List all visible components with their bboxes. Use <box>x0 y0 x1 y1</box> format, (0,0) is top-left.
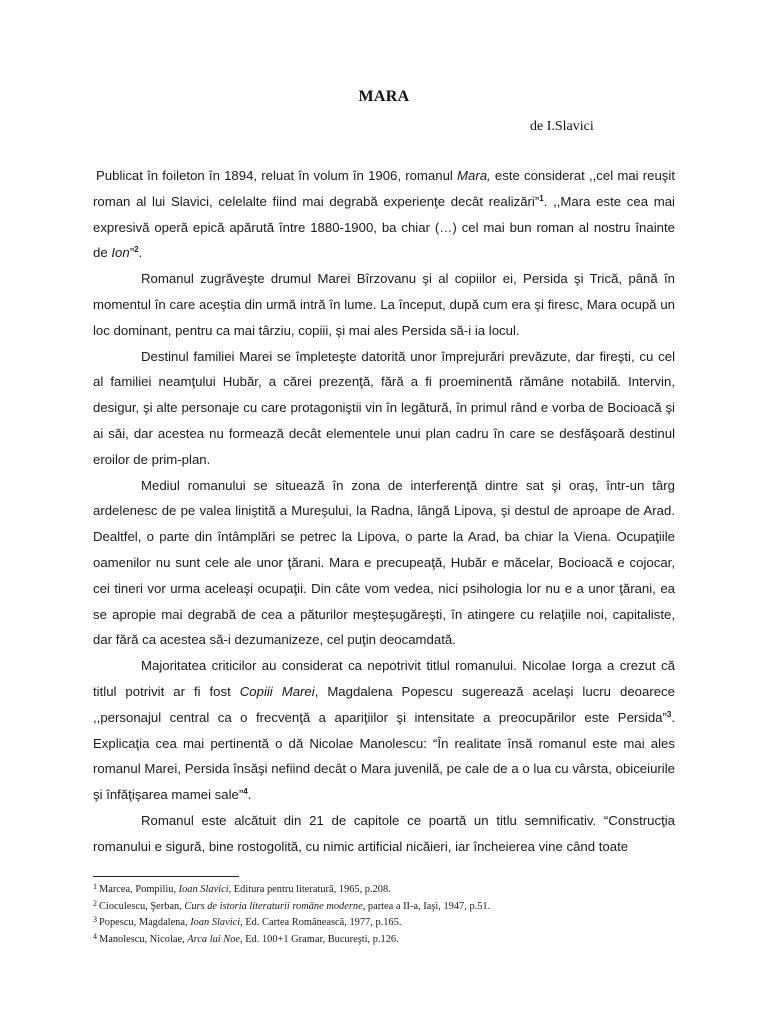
paragraph-1 <box>93 163 675 266</box>
document-body <box>93 163 675 860</box>
footnote-number: 1 <box>93 882 97 891</box>
footnote-text: Manolescu, Nicolae, <box>99 933 188 945</box>
document-author: de I.Slavici <box>530 119 594 134</box>
footnote-text: Popescu, Magdalena, <box>99 917 191 928</box>
text-span: . ,,Mara este cea mai expresivă operă epică apărută între 1880-1900, ba chiar (…) cel mai bun roman al nostru înainte de <box>93 193 675 261</box>
footnote-separator <box>93 876 239 877</box>
paragraph-5 <box>93 653 675 808</box>
text-span: este considerat ,,cel mai reuşit roman al lui Slavici, celelalte fiind mai degrabă experienţe decât realizări” <box>93 168 675 209</box>
italic-title: Ion <box>111 245 130 261</box>
footnote-1 <box>93 880 673 897</box>
text-span: ” <box>129 245 135 261</box>
italic-title: Copiii Marei <box>239 683 315 699</box>
footnote-text: Editura pentru literatură, 1965, p.208. <box>231 884 391 895</box>
footnote-ref: 4 <box>243 787 248 797</box>
italic-title: Mara, <box>457 168 491 183</box>
footnote-ref: 2 <box>134 245 139 255</box>
paragraph-2: Romanul zugrăveşte drumul Marei Bîrzovanu şi al copiilor ei, Persida şi Trică, până în momentul în care aceştia din urmă intră în lume. La început, după cum era şi firesc, Mara ocupă un loc dominant, pentru ca mai târziu, copiii, şi mai ales Persida să-i ia locul. <box>93 271 675 338</box>
footnote-work-title: Ioan Slavici, <box>178 884 232 895</box>
paragraph-6: Romanul este alcătuit din 21 de capitole ce poartă un titlu semnificativ. “Construcţia romanului e sigură, bine rostogolită, cu nimic artificial nicăieri, iar încheierea vine când toate <box>93 812 675 854</box>
text-span: . Explicaţia cea mai pertinentă o dă Nicolae Manolescu: “În realitate însă romanul este mai ales romanul Marei, Persida însăşi nefiind decât o Mara juvenilă, pe cale de a o lua cu vârsta, obiceiurile şi înfăţişarea mamei sale” <box>93 709 675 803</box>
footnote-number: 2 <box>93 898 97 908</box>
footnote-work-title: Ioan Slavici, <box>190 917 243 928</box>
footnote-text: partea a II-a, Iaşi, 1947, p.51. <box>365 900 491 912</box>
text-span: Majoritatea criticilor au considerat ca nepotrivit titlul romanului. Nicolae Iorga a crezut că titlul potrivit ar fi fost <box>93 658 675 699</box>
paragraph-4: Mediul romanului se situează în zona de interferenţă dintre sat şi oraş, într-un târg ardelenesc de pe valea liniştită a Mureşului, la Radna, lângă Lipova, şi destul de aproape de Arad. Dealtfel, o parte din întâmplări se petrec la Lipova, o parte la Arad, ba chiar la Viena. Ocupaţiile oamenilor nu sunt cele ale unor ţărani. Mara e precupeaţă, Hubăr e măcelar, Bocioacă e cojocar, cei tineri vor urma aceleaşi ocupaţii. Din câte vom vedea, nici psihologia lor nu e a unor ţărani, ea se apropie mai degrabă de cea a păturilor meşteşugăreşti, în atingere cu relaţiile noi, capitaliste, dar fără ca acestea să-i dezumanizeze, cel puţin deocamdată. <box>93 477 675 648</box>
footnote-text: Ed. 100+1 Gramar, Bucureşti, p.126. <box>242 933 399 945</box>
footnote-2 <box>93 897 673 914</box>
text-span: . <box>138 245 143 261</box>
footnote-work-title: Arca lui Noe, <box>187 933 243 945</box>
footnote-work-title: Curs de istoria literaturii române moderne, <box>184 900 366 912</box>
footnote-number: 3 <box>93 915 97 924</box>
footnote-text: Cioculescu, Şerban, <box>99 900 185 912</box>
footnote-3 <box>93 913 673 930</box>
footnote-ref: 3 <box>666 709 672 719</box>
footnote-number: 4 <box>93 931 97 941</box>
text-span: . <box>247 787 252 803</box>
footnote-text: Ed. Cartea Românească, 1977, p.165. <box>242 917 402 928</box>
document-title: MARA <box>358 88 410 105</box>
text-span: Publicat în foileton în 1894, reluat în volum în 1906, romanul <box>96 168 458 183</box>
footnote-text: Marcea, Pompiliu, <box>99 884 179 895</box>
paragraph-3: Destinul familiei Marei se împleteşte datorită unor împrejurări prevăzute, dar fireşti, cu cel al familiei neamţului Hubăr, a cărei prezenţă, fără a fi proeminentă rămâne notabilă. Intervin, desigur, şi alte personaje cu care protagoniştii vin în legătură, în primul rând e vorba de Bocioacă şi ai săi, dar acestea nu formează decât elementele unui plan cadru în care se desfăşoară destinul eroilor de prim-plan. <box>93 348 675 467</box>
footnote-4 <box>93 930 673 947</box>
text-span: , Magdalena Popescu sugerează acelaşi lucru deoarece ,,personajul central ca o frecvenţă a apariţiilor şi intensitate a preocupărilor este Persida” <box>93 683 675 725</box>
footnote-ref: 1 <box>539 193 544 203</box>
footnotes <box>93 880 673 946</box>
